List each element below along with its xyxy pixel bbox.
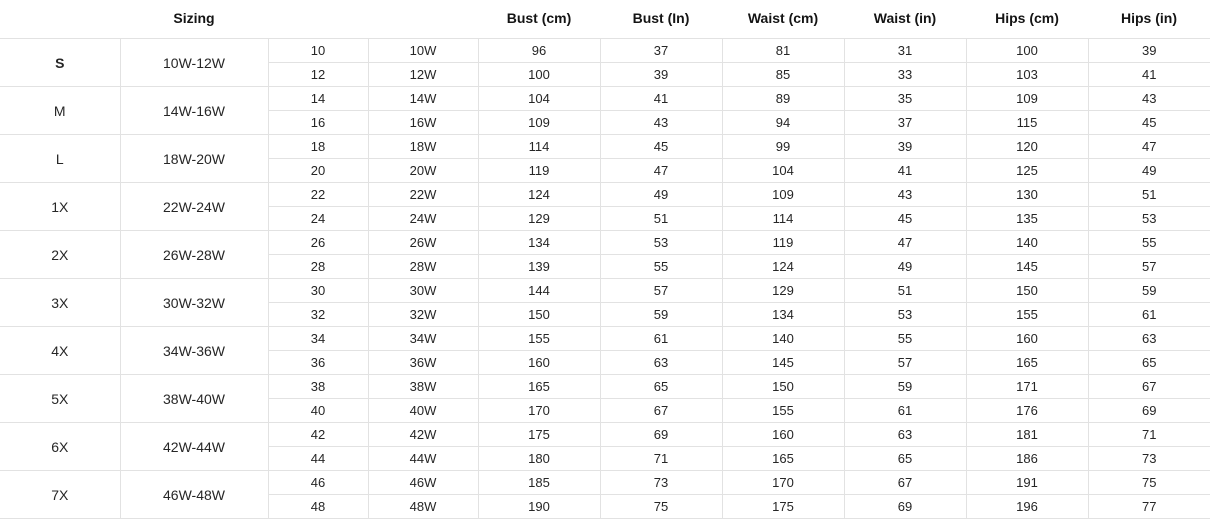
numeric-size: 44 bbox=[268, 447, 368, 471]
bust-cm-value: 165 bbox=[478, 375, 600, 399]
waist-cm-value: 94 bbox=[722, 111, 844, 135]
table-row bbox=[0, 231, 1210, 255]
table-row bbox=[0, 279, 1210, 303]
bust-in-value: 75 bbox=[600, 495, 722, 519]
numeric-size-w: 30W bbox=[368, 279, 478, 303]
numeric-size-w: 10W bbox=[368, 39, 478, 63]
numeric-size-w: 40W bbox=[368, 399, 478, 423]
bust-in-value: 49 bbox=[600, 183, 722, 207]
table-row bbox=[0, 39, 1210, 63]
waist-cm-value: 104 bbox=[722, 159, 844, 183]
hips-in-value: 53 bbox=[1088, 207, 1210, 231]
bust-in-value: 47 bbox=[600, 159, 722, 183]
sizing-range: 34W-36W bbox=[120, 327, 268, 375]
waist-cm-value: 150 bbox=[722, 375, 844, 399]
waist-cm-value: 145 bbox=[722, 351, 844, 375]
numeric-size: 28 bbox=[268, 255, 368, 279]
numeric-size-w: 14W bbox=[368, 87, 478, 111]
hips-in-value: 49 bbox=[1088, 159, 1210, 183]
waist-in-value: 35 bbox=[844, 87, 966, 111]
bust-in-value: 57 bbox=[600, 279, 722, 303]
hips-cm-value: 176 bbox=[966, 399, 1088, 423]
waist-in-value: 63 bbox=[844, 423, 966, 447]
numeric-size-w: 24W bbox=[368, 207, 478, 231]
bust-in-value: 61 bbox=[600, 327, 722, 351]
numeric-size: 18 bbox=[268, 135, 368, 159]
hips-in-value: 65 bbox=[1088, 351, 1210, 375]
table-row bbox=[0, 471, 1210, 495]
hips-in-value: 39 bbox=[1088, 39, 1210, 63]
header-blank-size bbox=[0, 0, 120, 39]
bust-in-value: 69 bbox=[600, 423, 722, 447]
waist-in-value: 37 bbox=[844, 111, 966, 135]
numeric-size: 38 bbox=[268, 375, 368, 399]
sizing-range: 14W-16W bbox=[120, 87, 268, 135]
hips-in-value: 59 bbox=[1088, 279, 1210, 303]
table-header bbox=[0, 0, 1210, 39]
bust-cm-value: 119 bbox=[478, 159, 600, 183]
bust-cm-value: 139 bbox=[478, 255, 600, 279]
waist-in-value: 69 bbox=[844, 495, 966, 519]
hips-cm-value: 103 bbox=[966, 63, 1088, 87]
bust-cm-value: 124 bbox=[478, 183, 600, 207]
numeric-size-w: 18W bbox=[368, 135, 478, 159]
waist-in-value: 45 bbox=[844, 207, 966, 231]
bust-cm-value: 190 bbox=[478, 495, 600, 519]
numeric-size-w: 42W bbox=[368, 423, 478, 447]
numeric-size-w: 34W bbox=[368, 327, 478, 351]
sizing-range: 42W-44W bbox=[120, 423, 268, 471]
numeric-size: 46 bbox=[268, 471, 368, 495]
bust-in-value: 39 bbox=[600, 63, 722, 87]
numeric-size: 26 bbox=[268, 231, 368, 255]
size-label: 4X bbox=[0, 327, 120, 375]
waist-in-value: 43 bbox=[844, 183, 966, 207]
numeric-size-w: 38W bbox=[368, 375, 478, 399]
bust-in-value: 53 bbox=[600, 231, 722, 255]
bust-in-value: 51 bbox=[600, 207, 722, 231]
waist-cm-value: 175 bbox=[722, 495, 844, 519]
numeric-size: 10 bbox=[268, 39, 368, 63]
hips-cm-value: 165 bbox=[966, 351, 1088, 375]
waist-cm-value: 165 bbox=[722, 447, 844, 471]
waist-in-value: 33 bbox=[844, 63, 966, 87]
waist-cm-value: 155 bbox=[722, 399, 844, 423]
numeric-size: 16 bbox=[268, 111, 368, 135]
numeric-size: 42 bbox=[268, 423, 368, 447]
numeric-size: 24 bbox=[268, 207, 368, 231]
size-label: 1X bbox=[0, 183, 120, 231]
waist-cm-value: 140 bbox=[722, 327, 844, 351]
hips-in-value: 69 bbox=[1088, 399, 1210, 423]
hips-cm-value: 171 bbox=[966, 375, 1088, 399]
numeric-size-w: 32W bbox=[368, 303, 478, 327]
header-waist-cm: Waist (cm) bbox=[722, 0, 844, 39]
waist-in-value: 65 bbox=[844, 447, 966, 471]
table-row bbox=[0, 375, 1210, 399]
sizing-range: 38W-40W bbox=[120, 375, 268, 423]
bust-cm-value: 144 bbox=[478, 279, 600, 303]
numeric-size-w: 36W bbox=[368, 351, 478, 375]
waist-in-value: 59 bbox=[844, 375, 966, 399]
numeric-size: 36 bbox=[268, 351, 368, 375]
bust-in-value: 59 bbox=[600, 303, 722, 327]
waist-cm-value: 99 bbox=[722, 135, 844, 159]
bust-cm-value: 175 bbox=[478, 423, 600, 447]
bust-in-value: 71 bbox=[600, 447, 722, 471]
bust-in-value: 41 bbox=[600, 87, 722, 111]
waist-cm-value: 114 bbox=[722, 207, 844, 231]
hips-in-value: 41 bbox=[1088, 63, 1210, 87]
hips-cm-value: 140 bbox=[966, 231, 1088, 255]
waist-cm-value: 160 bbox=[722, 423, 844, 447]
numeric-size-w: 26W bbox=[368, 231, 478, 255]
numeric-size-w: 48W bbox=[368, 495, 478, 519]
hips-in-value: 45 bbox=[1088, 111, 1210, 135]
header-hips-in: Hips (in) bbox=[1088, 0, 1210, 39]
sizing-range: 18W-20W bbox=[120, 135, 268, 183]
waist-in-value: 61 bbox=[844, 399, 966, 423]
header-bust-cm: Bust (cm) bbox=[478, 0, 600, 39]
waist-in-value: 47 bbox=[844, 231, 966, 255]
numeric-size-w: 16W bbox=[368, 111, 478, 135]
numeric-size: 34 bbox=[268, 327, 368, 351]
header-bust-in: Bust (In) bbox=[600, 0, 722, 39]
hips-in-value: 77 bbox=[1088, 495, 1210, 519]
hips-in-value: 43 bbox=[1088, 87, 1210, 111]
waist-in-value: 31 bbox=[844, 39, 966, 63]
hips-cm-value: 135 bbox=[966, 207, 1088, 231]
hips-cm-value: 150 bbox=[966, 279, 1088, 303]
numeric-size: 12 bbox=[268, 63, 368, 87]
header-sizing: Sizing bbox=[120, 0, 268, 39]
numeric-size-w: 20W bbox=[368, 159, 478, 183]
waist-cm-value: 89 bbox=[722, 87, 844, 111]
hips-in-value: 55 bbox=[1088, 231, 1210, 255]
hips-cm-value: 109 bbox=[966, 87, 1088, 111]
size-label: 3X bbox=[0, 279, 120, 327]
waist-cm-value: 109 bbox=[722, 183, 844, 207]
numeric-size: 14 bbox=[268, 87, 368, 111]
numeric-size-w: 44W bbox=[368, 447, 478, 471]
bust-cm-value: 150 bbox=[478, 303, 600, 327]
bust-in-value: 67 bbox=[600, 399, 722, 423]
waist-cm-value: 170 bbox=[722, 471, 844, 495]
size-label: 7X bbox=[0, 471, 120, 519]
hips-in-value: 71 bbox=[1088, 423, 1210, 447]
hips-cm-value: 145 bbox=[966, 255, 1088, 279]
waist-cm-value: 134 bbox=[722, 303, 844, 327]
bust-in-value: 37 bbox=[600, 39, 722, 63]
hips-cm-value: 160 bbox=[966, 327, 1088, 351]
sizing-range: 10W-12W bbox=[120, 39, 268, 87]
bust-cm-value: 155 bbox=[478, 327, 600, 351]
size-label: 5X bbox=[0, 375, 120, 423]
header-waist-in: Waist (in) bbox=[844, 0, 966, 39]
waist-cm-value: 124 bbox=[722, 255, 844, 279]
size-label: 6X bbox=[0, 423, 120, 471]
waist-in-value: 53 bbox=[844, 303, 966, 327]
hips-in-value: 67 bbox=[1088, 375, 1210, 399]
table-row bbox=[0, 87, 1210, 111]
bust-in-value: 55 bbox=[600, 255, 722, 279]
waist-in-value: 67 bbox=[844, 471, 966, 495]
numeric-size: 48 bbox=[268, 495, 368, 519]
waist-in-value: 55 bbox=[844, 327, 966, 351]
hips-in-value: 47 bbox=[1088, 135, 1210, 159]
sizing-range: 26W-28W bbox=[120, 231, 268, 279]
bust-cm-value: 180 bbox=[478, 447, 600, 471]
hips-in-value: 51 bbox=[1088, 183, 1210, 207]
bust-in-value: 45 bbox=[600, 135, 722, 159]
hips-in-value: 63 bbox=[1088, 327, 1210, 351]
hips-cm-value: 186 bbox=[966, 447, 1088, 471]
waist-in-value: 41 bbox=[844, 159, 966, 183]
numeric-size-w: 46W bbox=[368, 471, 478, 495]
sizing-range: 30W-32W bbox=[120, 279, 268, 327]
numeric-size-w: 22W bbox=[368, 183, 478, 207]
sizing-range: 46W-48W bbox=[120, 471, 268, 519]
hips-in-value: 57 bbox=[1088, 255, 1210, 279]
hips-cm-value: 125 bbox=[966, 159, 1088, 183]
header-blank-numw bbox=[368, 0, 478, 39]
table-row bbox=[0, 423, 1210, 447]
waist-cm-value: 119 bbox=[722, 231, 844, 255]
numeric-size: 30 bbox=[268, 279, 368, 303]
hips-cm-value: 130 bbox=[966, 183, 1088, 207]
table-body bbox=[0, 39, 1210, 519]
hips-in-value: 75 bbox=[1088, 471, 1210, 495]
sizing-range: 22W-24W bbox=[120, 183, 268, 231]
numeric-size: 32 bbox=[268, 303, 368, 327]
numeric-size-w: 28W bbox=[368, 255, 478, 279]
numeric-size-w: 12W bbox=[368, 63, 478, 87]
bust-cm-value: 96 bbox=[478, 39, 600, 63]
bust-cm-value: 160 bbox=[478, 351, 600, 375]
numeric-size: 22 bbox=[268, 183, 368, 207]
header-hips-cm: Hips (cm) bbox=[966, 0, 1088, 39]
bust-in-value: 63 bbox=[600, 351, 722, 375]
waist-in-value: 49 bbox=[844, 255, 966, 279]
waist-cm-value: 85 bbox=[722, 63, 844, 87]
hips-cm-value: 196 bbox=[966, 495, 1088, 519]
bust-cm-value: 129 bbox=[478, 207, 600, 231]
numeric-size: 20 bbox=[268, 159, 368, 183]
bust-cm-value: 114 bbox=[478, 135, 600, 159]
table-row bbox=[0, 327, 1210, 351]
hips-cm-value: 155 bbox=[966, 303, 1088, 327]
waist-in-value: 57 bbox=[844, 351, 966, 375]
bust-in-value: 73 bbox=[600, 471, 722, 495]
size-label: S bbox=[0, 39, 120, 87]
hips-cm-value: 100 bbox=[966, 39, 1088, 63]
hips-cm-value: 181 bbox=[966, 423, 1088, 447]
bust-cm-value: 100 bbox=[478, 63, 600, 87]
size-label: 2X bbox=[0, 231, 120, 279]
bust-cm-value: 134 bbox=[478, 231, 600, 255]
table-row bbox=[0, 135, 1210, 159]
header-blank-num bbox=[268, 0, 368, 39]
waist-in-value: 39 bbox=[844, 135, 966, 159]
numeric-size: 40 bbox=[268, 399, 368, 423]
bust-cm-value: 109 bbox=[478, 111, 600, 135]
hips-cm-value: 115 bbox=[966, 111, 1088, 135]
waist-cm-value: 129 bbox=[722, 279, 844, 303]
waist-in-value: 51 bbox=[844, 279, 966, 303]
bust-in-value: 43 bbox=[600, 111, 722, 135]
hips-cm-value: 120 bbox=[966, 135, 1088, 159]
bust-cm-value: 185 bbox=[478, 471, 600, 495]
size-label: M bbox=[0, 87, 120, 135]
hips-in-value: 61 bbox=[1088, 303, 1210, 327]
table-row bbox=[0, 183, 1210, 207]
hips-in-value: 73 bbox=[1088, 447, 1210, 471]
bust-cm-value: 104 bbox=[478, 87, 600, 111]
bust-cm-value: 170 bbox=[478, 399, 600, 423]
bust-in-value: 65 bbox=[600, 375, 722, 399]
waist-cm-value: 81 bbox=[722, 39, 844, 63]
hips-cm-value: 191 bbox=[966, 471, 1088, 495]
size-label: L bbox=[0, 135, 120, 183]
